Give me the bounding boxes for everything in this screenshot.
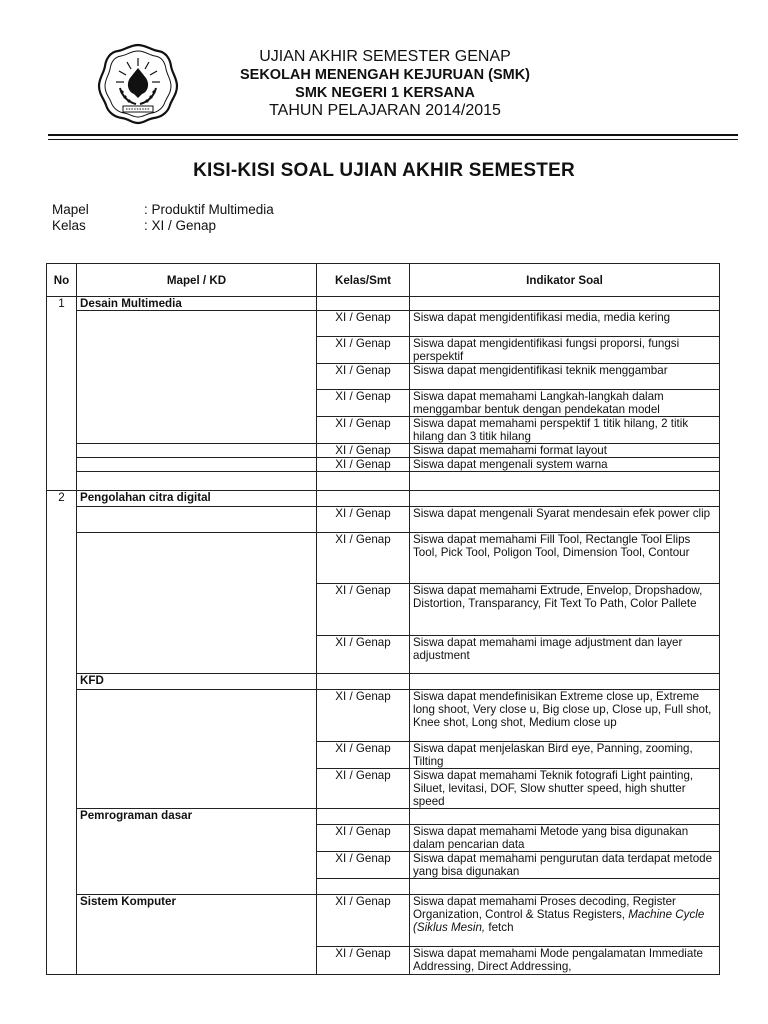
section-name: KFD [77,674,317,690]
kelas-cell: XI / Genap [317,584,410,636]
indikator-cell: Siswa dapat mengidentifikasi teknik menggambar [410,364,720,390]
empty-cell [47,742,77,769]
table-row [47,390,720,417]
empty-cell [77,417,317,444]
col-header-indikator: Indikator Soal [410,264,720,297]
empty-cell [77,742,317,769]
indikator-cell: Siswa dapat mengenali system warna [410,458,720,472]
meta-mapel-label: Mapel [52,202,89,217]
empty-cell [47,584,77,636]
empty-cell [317,297,410,311]
empty-cell [77,852,317,879]
school-name-heading: SMK NEGERI 1 KERSANA [295,85,475,101]
kelas-cell: XI / Genap [317,337,410,364]
kelas-cell: XI / Genap [317,636,410,674]
empty-cell [47,809,77,825]
meta-kelas-value: : XI / Genap [144,218,217,233]
empty-cell [410,472,720,491]
document-title: KISI-KISI SOAL UJIAN AKHIR SEMESTER [193,160,575,181]
empty-cell [47,533,77,584]
empty-cell [317,809,410,825]
table-row [47,417,720,444]
section-row [47,674,720,690]
section-name: Pengolahan citra digital [77,491,317,507]
empty-cell [47,769,77,809]
indikator-cell: Siswa dapat memahami Extrude, Envelop, Dropshadow, Distortion, Transparancy, Fit Text To Path, Color Pallete [410,584,720,636]
empty-cell [77,444,317,458]
empty-cell [410,809,720,825]
section-name: Pemrograman dasar [77,809,317,825]
indikator-cell: Siswa dapat memahami format layout [410,444,720,458]
empty-cell [47,364,77,390]
kelas-cell: XI / Genap [317,690,410,742]
empty-cell [77,879,317,895]
indikator-cell [410,895,720,947]
empty-cell [47,947,77,975]
kelas-cell: XI / Genap [317,769,410,809]
exam-heading: UJIAN AKHIR SEMESTER GENAP [259,48,511,65]
kelas-cell: XI / Genap [317,507,410,533]
empty-cell [77,690,317,742]
header-divider-thin [48,139,738,140]
kelas-cell: XI / Genap [317,852,410,879]
empty-cell [47,337,77,364]
empty-cell [410,491,720,507]
indikator-cell: Siswa dapat menjelaskan Bird eye, Panning, zooming, Tilting [410,742,720,769]
spacer-row [47,472,720,491]
section-row [47,491,720,507]
academic-year-heading: TAHUN PELAJARAN 2014/2015 [269,102,501,119]
empty-cell [47,674,77,690]
indikator-tail-text: fetch [485,921,514,934]
section-row [47,809,720,825]
table-row [47,311,720,337]
table-row [47,458,720,472]
table-row [47,584,720,636]
section-name: Sistem Komputer [77,895,317,947]
empty-cell [77,507,317,533]
empty-cell [77,533,317,584]
indikator-cell: Siswa dapat mengidentifikasi media, media kering [410,311,720,337]
empty-cell [317,674,410,690]
section-row [47,895,720,947]
table-row [47,742,720,769]
empty-cell [77,947,317,975]
col-header-no: No [47,264,77,297]
empty-cell [47,852,77,879]
section-no: 1 [47,297,77,311]
empty-cell [77,769,317,809]
empty-cell [317,491,410,507]
indikator-cell: Siswa dapat mengenali Syarat mendesain efek power clip [410,507,720,533]
indikator-text: Siswa dapat memahami Proses decoding, Register Organization, Control & Status Registers, [413,895,676,921]
empty-cell [410,879,720,895]
table-row [47,636,720,674]
indikator-cell: Siswa dapat memahami Langkah-langkah dalam menggambar bentuk dengan pendekatan model [410,390,720,417]
header-divider-thick [48,134,738,136]
empty-cell [77,311,317,337]
table-row [47,852,720,879]
kelas-cell: XI / Genap [317,390,410,417]
kelas-cell: XI / Genap [317,458,410,472]
school-emblem-logo [96,42,180,126]
table-row [47,690,720,742]
empty-cell [47,895,77,947]
empty-cell [47,390,77,417]
kelas-cell: XI / Genap [317,742,410,769]
meta-kelas-label: Kelas [52,218,86,233]
indikator-cell: Siswa dapat memahami perspektif 1 titik hilang, 2 titik hilang dan 3 titik hilang [410,417,720,444]
meta-mapel-value: : Produktif Multimedia [144,202,274,217]
table-row [47,533,720,584]
empty-cell [77,825,317,852]
empty-cell [77,458,317,472]
kelas-cell: XI / Genap [317,444,410,458]
empty-cell [47,444,77,458]
empty-cell [410,674,720,690]
table-header-row [47,264,720,297]
kelas-cell: XI / Genap [317,364,410,390]
section-row [47,297,720,311]
section-name: Desain Multimedia [77,297,317,311]
school-type-heading: SEKOLAH MENENGAH KEJURUAN (SMK) [239,67,530,83]
table-row [47,364,720,390]
empty-cell [317,879,410,895]
table-row [47,769,720,809]
indikator-cell: Siswa dapat memahami Mode pengalamatan Immediate Addressing, Direct Addressing, [410,947,720,975]
kelas-cell: XI / Genap [317,825,410,852]
kelas-cell: XI / Genap [317,533,410,584]
empty-cell [77,390,317,417]
indikator-cell: Siswa dapat memahami pengurutan data terdapat metode yang bisa digunakan [410,852,720,879]
col-header-kelas-smt: Kelas/Smt [317,264,410,297]
empty-cell [77,636,317,674]
empty-cell [47,472,77,491]
indikator-cell: Siswa dapat memahami Metode yang bisa digunakan dalam pencarian data [410,825,720,852]
empty-cell [77,337,317,364]
kelas-cell: XI / Genap [317,895,410,947]
table-row [47,507,720,533]
indikator-cell: Siswa dapat memahami Teknik fotografi Light painting, Siluet, levitasi, DOF, Slow shutter speed, high shutter speed [410,769,720,809]
empty-cell [47,311,77,337]
empty-cell [47,458,77,472]
empty-cell [47,825,77,852]
empty-cell [410,297,720,311]
empty-cell [47,636,77,674]
col-header-mapel-kd: Mapel / KD [77,264,317,297]
spacer-row [47,879,720,895]
meta-mapel [52,202,274,218]
kelas-cell: XI / Genap [317,947,410,975]
empty-cell [317,472,410,491]
indikator-cell: Siswa dapat mendefinisikan Extreme close up, Extreme long shoot, Very close u, Big close up, Close up, Full shot, Knee shot, Long shot, Medium close up [410,690,720,742]
section-no: 2 [47,491,77,507]
table-row [47,337,720,364]
empty-cell [47,417,77,444]
empty-cell [77,364,317,390]
kelas-cell: XI / Genap [317,417,410,444]
indikator-cell: Siswa dapat memahami image adjustment dan layer adjustment [410,636,720,674]
indikator-cell: Siswa dapat mengidentifikasi fungsi proporsi, fungsi perspektif [410,337,720,364]
table-row [47,444,720,458]
kisi-kisi-table [46,263,720,975]
empty-cell [47,879,77,895]
meta-kelas [52,218,216,234]
table-row [47,947,720,975]
kelas-cell: XI / Genap [317,311,410,337]
empty-cell [47,507,77,533]
indikator-cell: Siswa dapat memahami Fill Tool, Rectangle Tool Elips Tool, Pick Tool, Poligon Tool, Dimension Tool, Contour [410,533,720,584]
empty-cell [77,472,317,491]
table-row [47,825,720,852]
empty-cell [47,690,77,742]
indikator-italic-text: Machine Cycle (Siklus Mesin, [413,908,705,934]
empty-cell [77,584,317,636]
